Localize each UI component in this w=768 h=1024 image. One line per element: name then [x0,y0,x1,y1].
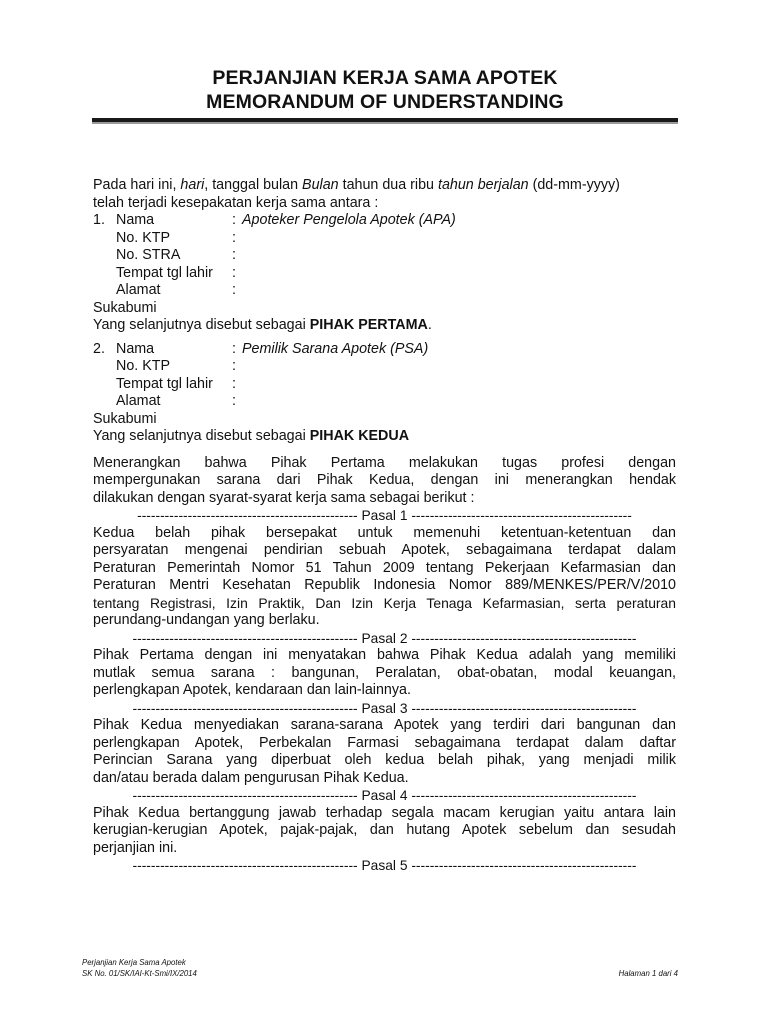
party-1 [93,212,676,335]
preamble-paragraph: Menerangkan bahwa Pihak Pertama melakukan tugas profesi dengan mempergunakan sarana dari Pihak Kedua, dengan ini menerangkan hendak dilakukan dengan syarat-syarat kerja sama sebagai berikut : [93,454,676,506]
footer-doc-info [82,957,197,979]
party-1-field-birth: Tempat tgl lahir : [116,264,236,281]
party-1-field-ktp: No. KTP : [116,229,236,246]
party-1-field-address: Alamat : [116,282,236,298]
party-2-number: 2. [93,340,105,357]
pasal-5-heading: ------------------------------------------------- Pasal 5 ------------------------------------------------- [132,858,637,873]
party-1-field-stra: No. STRA : [116,247,236,263]
party-2-field-ktp: No. KTP : [116,358,236,374]
footer-sk-number: SK No. 01/SK/IAI-Kt-Smi/IX/2014 [82,969,197,978]
pasal-2-heading: ------------------------------------------------- Pasal 2 ------------------------------------------------- [132,630,637,646]
document-body [93,177,676,875]
pasal-3-text: Pihak Kedua menyediakan sarana-sarana Apotek yang terdiri dari bangunan dan perlengkapan Apotek, Perbekalan Farmasi sebagaimana terdapat dalam daftar Perincian Sarana yang diperbuat oleh kedua belah pihak, yang menjadi milik dan/atau berada dalam pengurusan Pihak Kedua. [93,717,676,786]
party-2 [93,341,676,446]
pasal-3-heading: ------------------------------------------------- Pasal 3 ------------------------------------------------- [132,700,637,716]
party-1-number: 1. [93,212,105,228]
party-2-field-name: 2. Nama : Pemilik Sarana Apotek (PSA) [93,340,429,357]
footer-page-number: Halaman 1 dari 4 [618,969,678,978]
party-2-field-birth: Tempat tgl lahir : [116,375,236,392]
party-1-city: Sukabumi [93,299,157,316]
party-2-field-address: Alamat : [116,393,236,409]
pasal-4-text: Pihak Kedua bertanggung jawab terhadap segala macam kerugian yaitu antara lain kerugian-kerugian Apotek, pajak-pajak, dan hutang Apotek sebelum dan sesudah perjanjian ini. [93,804,676,856]
pasal-1-text: Kedua belah pihak bersepakat untuk memenuhi ketentuan-ketentuan dan persyaratan mengenai pendirian sebuah Apotek, sebagaimana terdapat dalam Peraturan Pemerintah Nomor 51 Tahun 2009 tentang Pekerjaan Kefarmasian dan Peraturan Mentri Kesehatan Republik Indonesia Nomor 889/MENKES/PER/V/2010 tentang Registrasi, Izin Praktik, Dan Izin Kerja Tenaga Kefarmasian, serta peraturan perundang-undangan yang berlaku. [93,524,676,628]
pasal-1-heading: ------------------------------------------------ Pasal 1 ------------------------------------------------ [137,508,632,523]
title-line-2: MEMORANDUM OF UNDERSTANDING [206,91,564,113]
party-1-closing: Yang selanjutnya disebut sebagai PIHAK PERTAMA. [93,317,432,333]
party-2-city: Sukabumi [93,410,157,427]
pasal-2-text: Pihak Pertama dengan ini menyatakan bahwa Pihak Kedua adalah yang memiliki mutlak semua sarana : bangunan, Peralatan, obat-obatan, modal keuangan, perlengkapan Apotek, kendaraan dan lain-lainnya. [93,647,676,698]
document-title [90,66,680,114]
party-1-field-name: 1. Nama : Apoteker Pengelola Apotek (APA) [93,212,456,228]
title-rule-shadow [92,122,678,124]
intro-line-2: telah terjadi kesepakatan kerja sama antara : [93,194,379,211]
pasal-4-heading: ------------------------------------------------- Pasal 4 ------------------------------------------------- [132,788,637,803]
footer-doc-name: Perjanjian Kerja Sama Apotek [82,958,186,967]
intro-line-1: Pada hari ini, hari, tanggal bulan Bulan tahun dua ribu tahun berjalan (dd-mm-yyyy) [93,177,620,193]
title-line-1: PERJANJIAN KERJA SAMA APOTEK [212,67,558,89]
party-2-closing: Yang selanjutnya disebut sebagai PIHAK KEDUA [93,428,410,444]
